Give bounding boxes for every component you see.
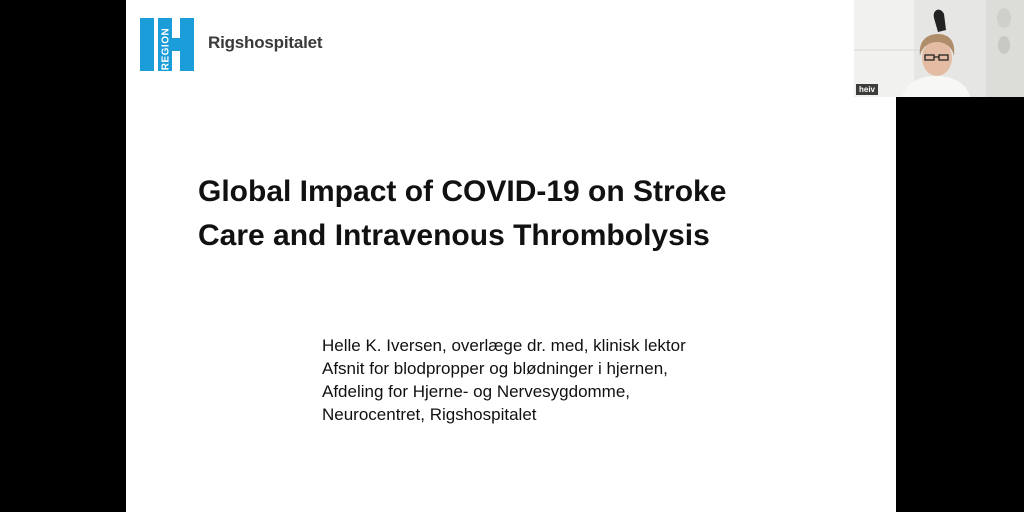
author-line: Helle K. Iversen, overlæge dr. med, klinisk lektor bbox=[322, 336, 686, 355]
author-line: Afsnit for blodpropper og blødninger i hjernen, bbox=[322, 359, 668, 378]
author-line: Neurocentret, Rigshospitalet bbox=[322, 405, 537, 424]
participant-video-feed bbox=[854, 0, 1024, 97]
slide-title bbox=[198, 170, 838, 258]
author-line: Afdeling for Hjerne- og Nervesygdomme, bbox=[322, 382, 631, 401]
logo-region-text: REGION bbox=[160, 27, 172, 71]
title-line: Global Impact of COVID-19 on Stroke bbox=[198, 175, 727, 208]
hospital-name: Rigshospitalet bbox=[208, 33, 323, 52]
presentation-slide bbox=[126, 0, 896, 512]
participant-video-tile[interactable] bbox=[854, 0, 1024, 97]
title-line: Care and Intravenous Thrombolysis bbox=[198, 219, 710, 252]
region-h-logo bbox=[140, 18, 194, 71]
participant-name-label: heiv bbox=[856, 84, 878, 95]
author-block bbox=[322, 334, 842, 426]
